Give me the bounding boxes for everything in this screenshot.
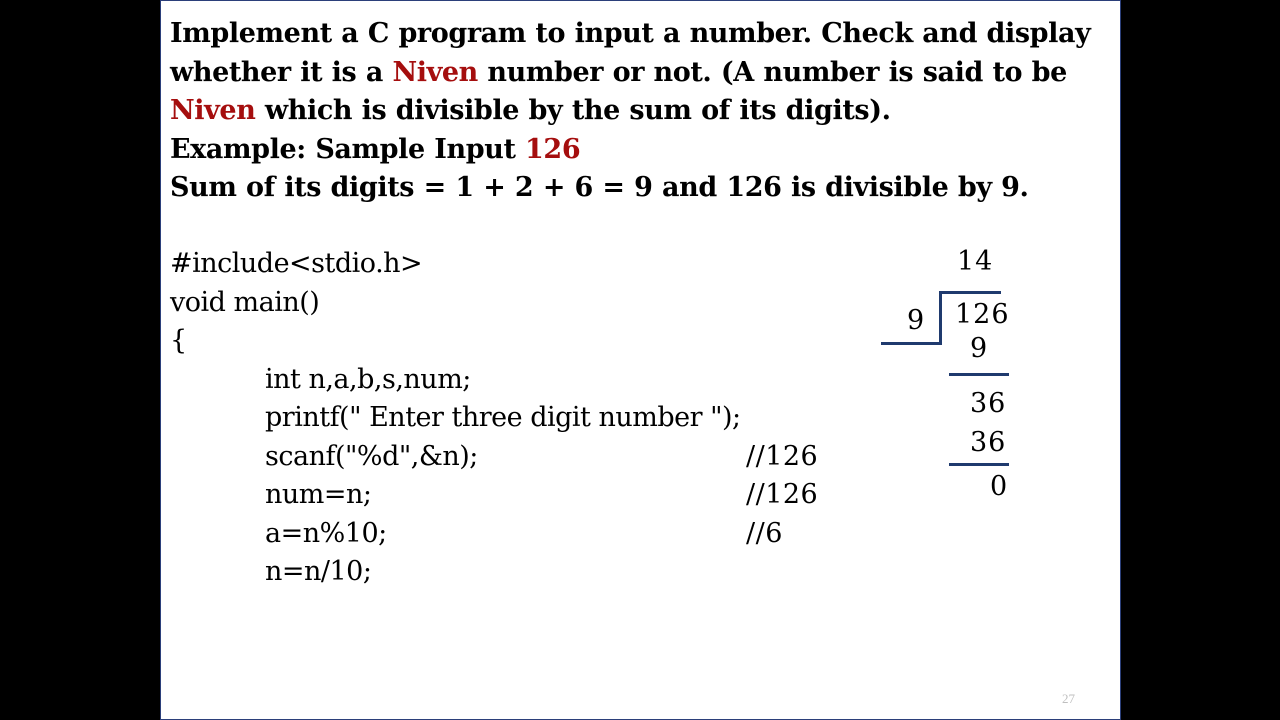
quotient: 14 xyxy=(957,246,994,277)
step1-remainder: 36 xyxy=(970,388,1007,419)
code-comment: //126 xyxy=(746,440,819,472)
code-line: #include<stdio.h> xyxy=(170,248,423,279)
niven-highlight: Niven xyxy=(170,95,256,126)
divisor-underline xyxy=(881,342,942,345)
step1-line xyxy=(949,373,1009,376)
code-line: void main() xyxy=(170,286,320,318)
code-line: num=n; //126 xyxy=(170,476,741,515)
code-line: a=n%10; //6 xyxy=(170,515,741,554)
code-comment: //126 xyxy=(746,479,819,510)
code-block xyxy=(170,245,819,592)
step1-subtrahend: 9 xyxy=(970,333,989,364)
problem-line-3: Niven which is divisible by the sum of its digits). xyxy=(170,95,891,126)
problem-line-1: Implement a C program to input a number. Check and display xyxy=(170,18,1091,49)
long-division-diagram xyxy=(871,239,1031,519)
problem-line-2: whether it is a Niven number or not. (A number is said to be xyxy=(170,56,1067,88)
niven-highlight: Niven xyxy=(392,56,478,88)
code-line: int n,a,b,s,num; xyxy=(265,363,471,395)
dividend: 126 xyxy=(955,299,1010,330)
code-line: scanf("%d",&n); //126 xyxy=(170,438,741,477)
divisor: 9 xyxy=(907,305,926,336)
step2-subtrahend: 36 xyxy=(970,427,1007,458)
code-line: { xyxy=(170,325,187,356)
step2-line xyxy=(949,463,1009,466)
code-comment: //6 xyxy=(746,517,783,549)
sum-line: Sum of its digits = 1 + 2 + 6 = 9 and 126 is divisible by 9. xyxy=(170,172,1029,203)
slide xyxy=(160,0,1121,720)
sample-input-value: 126 xyxy=(525,133,581,165)
remainder: 0 xyxy=(990,471,1009,502)
code-line: printf(" Enter three digit number "); xyxy=(265,402,741,433)
example-line: Example: Sample Input 126 xyxy=(170,133,581,165)
problem-statement xyxy=(170,15,1110,208)
code-line: n=n/10; xyxy=(265,556,372,587)
division-bracket xyxy=(939,291,942,345)
page-number: 27 xyxy=(1062,691,1075,706)
division-top-bar xyxy=(941,291,1001,294)
